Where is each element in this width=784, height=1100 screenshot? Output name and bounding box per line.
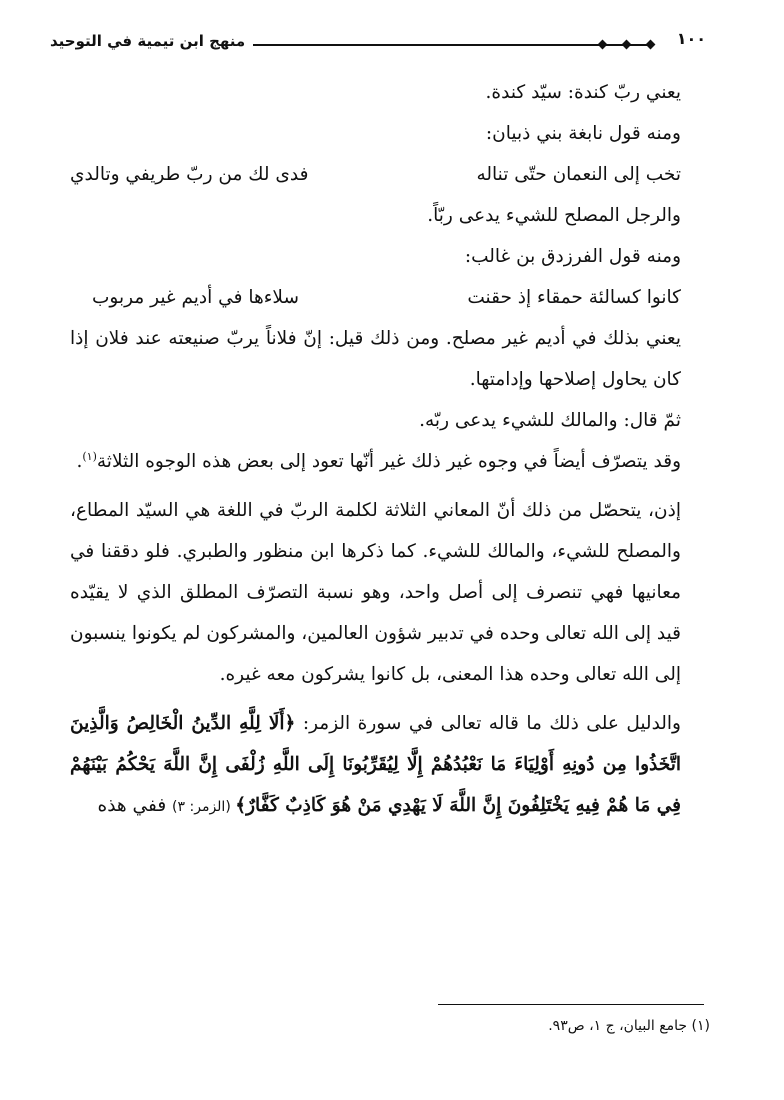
- footnote: (١) جامع البيان، ج ١، ص٩٣.: [548, 1018, 710, 1034]
- footnote-rule: [438, 1004, 704, 1005]
- verse-hemistich: سلاءها في أديم غير مربوب: [92, 287, 299, 308]
- book-title: منهج ابن تيمية في التوحيد: [50, 32, 246, 50]
- footnote-reference: (١): [82, 449, 97, 463]
- paragraph: ثمّ قال: والمالك للشيء يدعى ربّه.: [419, 410, 681, 431]
- header-ornament-diamond: [646, 40, 656, 50]
- poetry-verse: [70, 154, 711, 195]
- paragraph-end: .: [76, 451, 83, 472]
- poetry-verse: [70, 277, 711, 318]
- page-number: ١٠٠: [676, 29, 706, 48]
- verse-hemistich: كانوا كسالئة حمقاء إذ حقنت: [467, 287, 681, 308]
- paragraph-text: ففي هذه: [97, 795, 173, 816]
- body-text: [70, 72, 711, 828]
- header-ornament-diamond: [598, 40, 608, 50]
- paragraph: يعني ربّ كندة: سيّد كندة.: [485, 82, 681, 103]
- verse-hemistich: فدى لك من ربّ طريفي وتالدي: [70, 164, 309, 185]
- quran-quote: ﴿أَلَا لِلَّهِ الدِّينُ الْخَالِصُ وَالَّذِينَ اتَّخَذُوا مِن دُونِهِ أَوْلِيَاءَ مَا نَعْبُدُهُمْ إِلَّا لِيُقَرِّبُونَا إِلَى اللَّهِ زُلْفَى إِنَّ اللَّهَ يَحْكُمُ بَيْنَهُمْ فِي مَا هُمْ فِيهِ يَخْتَلِفُونَ إِنَّ اللَّهَ لَا يَهْدِي مَنْ هُوَ كَاذِبٌ كَفَّارٌ﴾: [70, 713, 681, 816]
- paragraph: إذن، يتحصّل من ذلك أنّ المعاني الثلاثة لكلمة الربّ في اللغة هي السيّد المطاع، والمصلح للشيء، والمالك للشيء. كما ذكرها ابن منظور والطبري. فلو دققنا في معانيها فهي تنصرف إلى أصل واحد، وهو نسبة التصرّف المطلق الذي لا يقيّده قيد إلى الله تعالى وحده في تدبير شؤون العالمين، والمشركون لم يكونوا ينسبون إلى الله تعالى وحده هذا المعنى، بل كانوا يشركون معه غيره.: [70, 500, 681, 685]
- paragraph-text: وقد يتصرّف أيضاً في وجوه غير ذلك غير أنّها تعود إلى بعض هذه الوجوه الثلاثة: [96, 451, 681, 472]
- paragraph-text: والدليل على ذلك ما قاله تعالى في سورة الزمر:: [295, 713, 681, 734]
- paragraph: والرجل المصلح للشيء يدعى ربّاً.: [427, 205, 681, 226]
- paragraph: يعني بذلك في أديم غير مصلح. ومن ذلك قيل: إنّ فلاناً يربّ صنيعته عند فلان إذا كان يحاول إصلاحها وإدامتها.: [70, 328, 681, 390]
- paragraph: ومنه قول الفرزدق بن غالب:: [464, 246, 681, 267]
- header-ornament-diamond: [622, 40, 632, 50]
- surah-reference: (الزمر: ٣): [172, 799, 236, 815]
- paragraph: ومنه قول نابغة بني ذبيان:: [485, 123, 681, 144]
- verse-hemistich: تخب إلى النعمان حتّى تناله: [476, 164, 681, 185]
- paragraph: [70, 441, 711, 482]
- paragraph: [70, 703, 711, 828]
- running-header: [50, 29, 706, 56]
- header-rule: [253, 44, 652, 46]
